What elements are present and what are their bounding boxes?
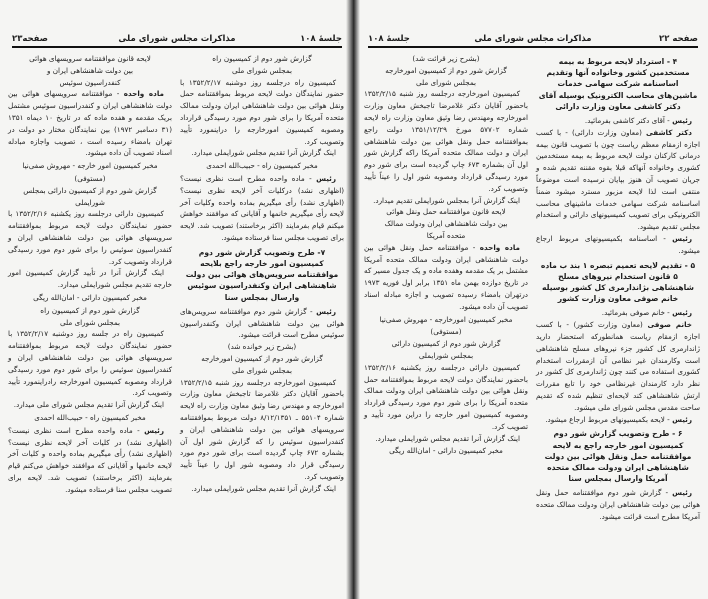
paragraph — [536, 233, 700, 257]
text-column-left — [8, 53, 172, 495]
block-text: ۷- طرح وتصویب گزارش شور دوم کمیسیون امور خارجه راجع بلایحه موافقتنامه سرویس‌های هوائی بین دولت شاهنشاهی ایران وکنفدراسیون سوئیس وارسال بمجلس سنا — [185, 247, 339, 302]
page-right — [354, 0, 708, 599]
block-text: گزارش شور دوم از کمیسیون دارائی — [391, 339, 501, 349]
block-text: گزارش شور دوم از کمیسیون امورخارجه — [385, 65, 507, 75]
paragraph — [364, 195, 528, 207]
block-text: مخبر کمیسیون راه - حبیب‌الله احمدی — [34, 412, 146, 422]
centered-title — [364, 350, 528, 362]
block-text: گزارش شور دوم از کمیسیون راه — [40, 305, 140, 315]
block-text: بمجلس شورای ملی — [232, 365, 292, 375]
paragraph — [536, 414, 700, 426]
block-text: کمیسیون دارائی درجلسه روز یکشنبه ۱۳۵۲/۲/۱۶ باحضور نمایندگان دولت لایحه مربوط بموافقتنامه حمل ونقل هوائی بین دولت شاهنشاهی ایران ودولت ممالک متحده آمریکا را برای شور دوم مورد رسیدگی قرارداد ومصوبه کمیسیون امور خارجه را دراین مورد تأیید و تصویب کرد. — [364, 362, 528, 431]
block-text: مخبر کمیسیون راه - حبیب‌الله احمدی — [206, 161, 318, 171]
block-text: لایحه قانون موافقتنامه سرویسهای هوائی — [29, 54, 151, 63]
block-text: - گزارش شور دوم موافقتنامه سرویس‌های هوائی بین دولت شاهنشاهی ایران وکنفدراسیون سوئیس مطرح است قرائت میشود. — [180, 306, 344, 340]
paragraph — [180, 147, 344, 159]
text-column-left — [364, 53, 528, 458]
section-heading — [538, 260, 698, 305]
centered-title — [8, 65, 172, 77]
centered-title — [8, 173, 172, 185]
block-text: - موافقتنامه حمل ونقل هوائی بین دولت شاهنشاهی ایران ودولت ممالک متحده آمریکا مشتمل بر یک مقدمه وهفده ماده و یک جدول مسیر که در تاریخ دوازده بهمن ماه ۱۳۵۱ برابر اول فوریه ۱۹۷۳ درتهران بامضاء رسیده تصویب و اجازه مبادله اسناد تصویب آن داده میشود. — [364, 242, 528, 311]
paragraph — [180, 483, 344, 495]
block-text: اینک گزارش آنرا در تأیید گزارش کمیسیون امور خارجه تقدیم مجلس شورایملی میدارد. — [8, 268, 172, 290]
book-binding-shadow — [346, 0, 354, 599]
block-text: اینک گزارش آنرا تقدیم مجلس شورایملی میدارد. — [191, 148, 336, 158]
section-heading — [538, 428, 698, 484]
centered-title — [364, 206, 528, 218]
block-text: مخبر کمیسیون دارائی - امان‌الله ریگی — [389, 446, 503, 456]
centered-title — [8, 53, 172, 65]
centered-title — [364, 338, 528, 350]
paragraph — [536, 487, 700, 522]
paragraph — [180, 377, 344, 483]
signature-line — [180, 160, 344, 172]
block-text: کنفدراسیون سوئیس — [59, 77, 121, 87]
centered-title — [364, 53, 528, 65]
session-number: جلسهٔ ۱۰۸ — [368, 34, 410, 44]
block-text: - گزارش شور دوم موافقتنامه حمل ونقل هوائی بین دولت شاهنشاهی ایران ودولت ممالک متحده آمریکا مطرح است قرائت میشود. — [536, 488, 700, 521]
block-text: (مستوفی) — [430, 327, 462, 337]
speaker-name: رئیس — [672, 308, 692, 318]
block-text: مخبر کمیسیون دارائی - امان‌الله ریگی — [33, 292, 147, 302]
signature-line — [364, 314, 528, 326]
block-text: مخبر کمیسیون امورخارجه - مهروش صفی‌نیا — [379, 314, 513, 324]
text-column-right — [180, 53, 344, 495]
block-text: اینک گزارش آنرا تقدیم مجلس شورایملی میدارد. — [191, 483, 336, 493]
paragraph — [8, 399, 172, 411]
block-text: گزارش شور دوم از کمیسیون دارائی بمجلس شورایملی — [23, 185, 157, 207]
speaker-name: رئیس — [672, 414, 692, 424]
paragraph — [364, 88, 528, 194]
centered-title — [8, 317, 172, 329]
speaker-name: رئیس — [316, 173, 336, 183]
speaker-name: رئیس — [672, 233, 692, 243]
speaker-name: رئیس — [316, 306, 336, 316]
signature-line — [364, 445, 528, 457]
block-text: (معاون وزارت دارائی) - با کسب اجازه ازمقام معظم ریاست چون با تصویب قانون بیمه درمانی کارکنان دولت لایحه مربوط به بیمه مستخدمین کشوری وخانواده آنهاکه قبلا بقوه مقننه تقدیم شده و جریان تصویب آن هنوز بپایان نرسیده است موضوعاً منتفی است لذا لایحه مزبور مسترد میشود ضمناً اساسنامه شرکت سهامی خدمات ماشینهای محاسب الکترونیکی برای تصویب کمیسیونهای دارائی و استخدام مجلس تقدیم میشود. — [536, 127, 700, 232]
block-text: اینک گزارش آنرا تقدیم مجلس شورای ملی میدارد. — [13, 400, 164, 410]
block-text: مخبر کمیسیون امور خارجه - مهروش صفی‌نیا — [22, 161, 158, 171]
centered-title — [364, 218, 528, 230]
block-text: (بشرح زیر قرائت شد) — [412, 54, 480, 63]
section-heading — [538, 56, 698, 112]
paragraph — [536, 115, 700, 127]
paragraph — [180, 77, 344, 148]
centered-title — [364, 65, 528, 77]
block-text: گزارش شور دوم از کمیسیون امورخارجه — [201, 353, 323, 363]
session-number: جلسهٔ ۱۰۸ — [300, 34, 342, 44]
speaker-name: دکتر کاشفی — [646, 127, 692, 137]
speaker-name: خانم صوفی — [647, 320, 692, 330]
book-binding-shadow — [354, 0, 360, 599]
block-text: ۴ - استرداد لایحه مربوط به بیمه مستخدمین کشور وخانواده آنها وتقدیم اساسنامه شرکت سهامی خدمات ماشین‌های محاسب الکترونیک بوسیله آقای دکتر کاشفی معاون وزارت دارائی — [538, 57, 698, 111]
block-text: کمیسیون راه درجلسه روز دوشنبه ۱۳۵۲/۲/۱۷ با حضور نمایندگان دولت لایحه مربوط بموافقتنامه حمل ونقل هوائی بین دولت شاهنشاهی ایران ودولت ممالک متحده آمریکا را برای شور دوم مورد رسیدگی قرارداد ومصوبه کمیسیون امورخارجه را دراینمورد تأیید وتصویب کرد. — [180, 77, 344, 146]
block-text: - خانم صوفی بفرمائید. — [601, 308, 673, 318]
centered-title — [364, 326, 528, 338]
section-heading — [182, 247, 342, 303]
signature-line — [8, 412, 172, 424]
paragraph — [536, 319, 700, 413]
paragraph — [364, 433, 528, 445]
centered-title — [180, 365, 344, 377]
paragraph — [180, 173, 344, 244]
block-text: - ماده واحده مطرح است نظری نیست؟ (اظهاری نشد) در کلیات آخر لایحه نظری نیست؟ (اظهاری نشد) رأی میگیریم بماده واحده و کلیات آخر لایحه خانمها و آقایانی که موافقند خواهش می‌کنم قیام بفرمایند (اکثر برخاستند) تصویب شد. لایحه برای تصویب مجلس سنا فرستاده میشود. — [8, 425, 172, 494]
block-text: اینک گزارش آنرا تقدیم مجلس شورایملی میدارد. — [375, 433, 520, 443]
paragraph — [8, 88, 172, 159]
centered-title — [8, 185, 172, 209]
block-text: کمیسیون امورخارجه درجلسه روز شنبه ۱۳۵۲/۲/۱۵ باحضور آقایان دکتر غلامرضا تاجبخش معاون وزارت امورخارجه و مهندس رضا وثیق معاون وزارت راه لایحه شماره ۵۵۱۰۴ ـ ۸/۱۲/۱۳۵۱ دولت مربوط بموافقتنامه سرویسهای هوائی بین دولت شاهنشاهی ایران و کنفدراسیون سوئیس را که گزارش شور اول آن بشماره ۶۷۲ چاپ گردیده است برای شور دوم مورد رسیدگی قرار داد ومصوبه شور اول را عیناً تأیید وتصویب کرد. — [180, 377, 345, 481]
centered-title — [364, 230, 528, 242]
block-text: (مستوفی) — [74, 173, 106, 183]
block-text: - موافقتنامه سرویسهای هوائی بین دولت شاهنشاهی ایران و کنفدراسیون سوئیس مشتمل بریک مقدمه و هفده ماده که در تاریخ ۱۰ دیماه ۱۳۵۱ (۳۱ دسامبر ۱۹۷۲) بین نمایندگان مختار دو دولت در تهران بامضاء رسیده است ، تصویب واجازه مبادله اسناد تصویب آن داده میشود. — [8, 89, 172, 158]
speaker-name: رئیس — [672, 488, 692, 498]
block-text: بین دولت شاهنشاهی ایران و — [47, 65, 133, 75]
speaker-name: رئیس — [144, 425, 164, 435]
block-text: گزارش شور دوم از کمیسیون راه — [212, 54, 312, 63]
publication-title: مذاکرات مجلس شورای ملی — [118, 34, 236, 44]
centered-title — [8, 77, 172, 89]
centered-title — [180, 341, 344, 353]
block-text: کمیسیون راه در جلسه روز دوشنبه ۱۳۵۲/۲/۱۷ با حضور نمایندگان دولت لایحه مربوط بموافقتنامه سرویسهای هوائی بین دولت شاهنشاهی ایران و کنفدراسیون سوئیس را برای شور دوم مورد رسیدگی قرارداد ومصوبه کمیسیون امورخارجه رادراینمورد تأیید وتصویب کرد. — [8, 329, 172, 398]
text-column-right — [536, 53, 700, 523]
centered-title — [180, 53, 344, 65]
paragraph — [180, 306, 344, 341]
block-text: - لایحه بکمیسیونهای مربوط ارجاع میشود. — [545, 414, 673, 424]
block-text: بمجلس شورای ملی — [232, 65, 292, 75]
speaker-name: رئیس — [672, 116, 692, 126]
signature-line — [8, 160, 172, 172]
block-text: بمجلس شورای ملی — [60, 317, 120, 327]
centered-title — [8, 305, 172, 317]
signature-line — [8, 292, 172, 304]
page-number: صفحه۲۳ — [12, 34, 49, 44]
paragraph — [364, 242, 528, 313]
block-text: - اساسنامه بکمیسیونهای مربوط ارجاع میشود. — [536, 233, 700, 255]
block-text: بین دولت شاهنشاهی ایران ودولت ممالک — [384, 219, 508, 229]
running-header — [12, 34, 342, 48]
paragraph — [8, 328, 172, 399]
block-text: بمجلس شورایملی — [418, 350, 474, 360]
block-text: ۶ - طرح وتصویب گزارش شور دوم کمیسیون امور خارجه راجع به لایحه موافقتنامه حمل ونقل هوائی بین دولت شاهنشاهی ایران ودولت ممالک متحده آمریکا وارسال بمجلس سنا — [544, 429, 692, 484]
centered-title — [180, 353, 344, 365]
block-text: - ماده واحده مطرح است نظری نیست؟ (اظهاری نشد) درکلیات آخر لایحه نظری نیست؟ (اظهاری نشد) رأی میگیریم بماده واحده وکلیات آخر لایحه رأی میگیریم خانمها و آقایانی که موافقند خواهش میکنم قیام بفرمایند (اکثر برخاستند) تصویب شد. لایحه برای تصویب مجلس سنا فرستاده میشود. — [180, 173, 344, 242]
speaker-name: ماده واحده — [479, 242, 520, 252]
paragraph — [8, 425, 172, 496]
block-text: - آقای دکتر کاشفی بفرمائید. — [584, 116, 673, 126]
block-text: بمجلس شورای ملی — [416, 77, 476, 87]
block-text: متحده آمریکا — [426, 230, 466, 240]
centered-title — [364, 77, 528, 89]
block-text: کمیسیون امورخارجه درجلسه روز شنبه ۱۳۵۲/۲/۱۵ باحضور آقایان دکتر غلامرضا تاجبخش معاون وزارت امورخارجه ومهندس رضا وثیق معاون وزارت راه لایحه شماره ۵۷۷۰۲ مورخ ۱۳۵۱/۱۲/۲۹ دولت راجع بموافقتنامه حمل ونقل هوائی بین دولت شاهنشاهی ایران و دولت ممالک متحده آمریکا راکه گزارش شور اول آن بشماره ۶۷۳ چاپ گردیده است برای شور دوم مورد رسیدگی قرارداد ومصوبه شور اول را عیناً تأیید وتصویب کرد. — [364, 89, 528, 193]
block-text: لایحه قانون موافقتنامه حمل ونقل هوائی — [386, 207, 506, 217]
block-text: اینک گزارش آنرا بمجلس شورایملی تقدیم میدارد. — [373, 195, 520, 205]
speaker-name: ماده واحده — [123, 89, 165, 99]
block-text: (بشرح زیر خوانده شد) — [227, 342, 297, 352]
centered-title — [180, 65, 344, 77]
running-header — [368, 34, 698, 48]
paragraph — [536, 127, 700, 233]
paragraph — [8, 208, 172, 267]
paragraph — [536, 307, 700, 319]
paragraph — [364, 362, 528, 433]
block-text: کمیسیون دارائی درجلسه روز یکشنبه ۱۳۵۲/۲/۱۶ با حضور نمایندگان دولت لایحه مربوط بموافقتنامه سرویسهای هوائی بین دولت شاهنشاهی ایران و کنفدراسیون سوئیس را برای شور دوم مورد رسیدگی قرارداد وتصویب کرد. — [8, 209, 172, 266]
page-number: صفحه ۲۲ — [659, 34, 698, 44]
block-text: ۵ - تقدیم لایحه تعمیم تبصره ۱ بند ب ماده ۵ قانون استخدام نیروهای مسلح شاهنشاهی بژاندارمری کل کشور بوسیله خانم صوفی معاون وزارت کشور — [540, 260, 696, 304]
block-text: (معاون وزارت کشور) - با کسب اجازه ازمقام ریاست همانطورکه استحضار دارید ژاندارمری کل کشور جزء نیروهای مسلح شاهنشاهی است وکارمندان غیر نظامی آن ازمقررات استخدام کشوری استفاده می کنند چون ژاندارمری کل کشور در نظر دارد کارمندان غیرنظامی خود را تابع مقررات ارتش شاهنشاهی کند لایحه‌ای تنظیم شده که تقدیم ساحت مقدس مجلس شورای ملی میشود. — [536, 320, 700, 412]
paragraph — [8, 267, 172, 291]
publication-title: مذاکرات مجلس شورای ملی — [474, 34, 592, 44]
